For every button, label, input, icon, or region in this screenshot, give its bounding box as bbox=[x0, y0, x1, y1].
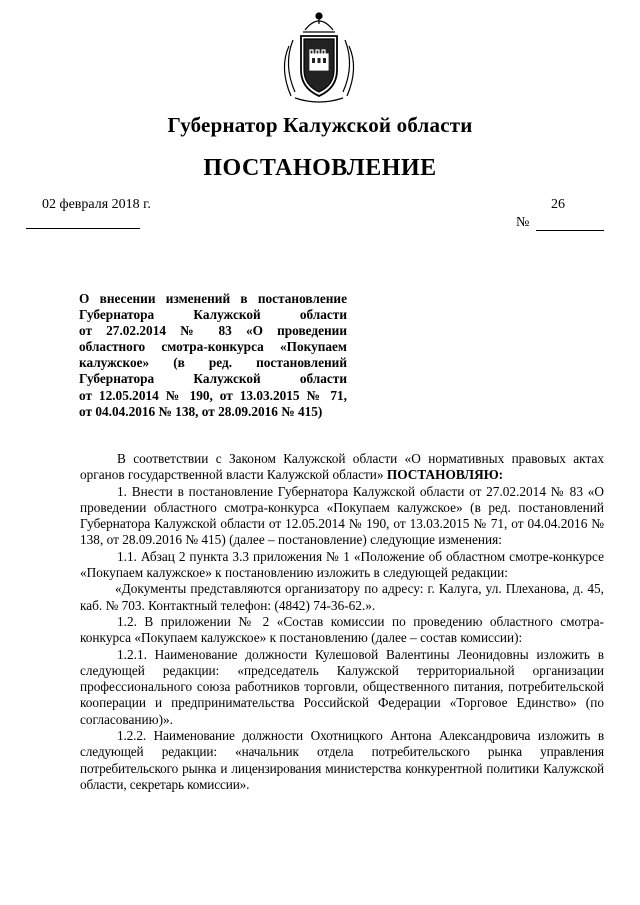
document-number: 26 bbox=[551, 197, 565, 212]
date-underline bbox=[26, 228, 140, 229]
document-date: 02 февраля 2018 г. bbox=[42, 197, 151, 212]
subject-line: О внесении изменений в постановление bbox=[79, 291, 347, 306]
preamble-paragraph bbox=[80, 451, 604, 484]
coat-of-arms-emblem bbox=[275, 10, 363, 106]
clause-1-2-2: 1.2.2. Наименование должности Охотницкого Антона Александровича изложить в следующей редакции: «начальник отдела потребительского рынка управления потребительского рынка и лицензирования министерства конкурентной политики Калужской области, секретарь комиссии». bbox=[80, 728, 604, 792]
subject-line: от 12.05.2014 № 190, от 13.03.2015 № 71, bbox=[79, 387, 347, 403]
subject-line: Губернатора Калужской области bbox=[79, 307, 347, 323]
clause-1-1: 1.1. Абзац 2 пункта 3.3 приложения № 1 «Положение об областном смотре-конкурсе «Покупаем калужское» к постановлению изложить в следующей редакции: bbox=[80, 548, 604, 581]
number-sign: № bbox=[516, 215, 530, 230]
subject-line: областного смотра-конкурса «Покупаем bbox=[79, 339, 347, 355]
document-type-heading: ПОСТАНОВЛЕНИЕ bbox=[203, 155, 437, 181]
subject-line: от 27.02.2014 № 83 «О проведении bbox=[79, 323, 347, 339]
resolution-word: ПОСТАНОВЛЯЮ: bbox=[386, 467, 504, 483]
clause-1-2-1: 1.2.1. Наименование должности Кулешовой Валентины Леонидовны изложить в следующей редакции: «председатель Калужской территориальной организации профессионального союза работников торговли, общественного питания, потребительской кооперации и предпринимательства Российской Федерации «Торговое Единство» (по согласованию)». bbox=[80, 646, 604, 727]
document-subject bbox=[79, 291, 347, 420]
authority-title: Губернатор Калужской области bbox=[167, 113, 473, 137]
clause-1-1-quote: «Документы представляются организатору по адресу: г. Калуга, ул. Плеханова, д. 45, каб. № 703. Контактный телефон: (4842) 74-36-62.». bbox=[80, 581, 604, 613]
preamble-text: В соответствии с Законом Калужской области «О нормативных правовых актах органов государственной власти Калужской области» bbox=[80, 451, 604, 483]
clause-1-2: 1.2. В приложении № 2 «Состав комиссии по проведению областного смотра-конкурса «Покупаем калужское» к постановлению (далее – состав комиссии): bbox=[80, 613, 604, 646]
subject-line: Губернатора Калужской области bbox=[79, 371, 347, 387]
clause-1: 1. Внести в постановление Губернатора Калужской области от 27.02.2014 № 83 «О проведении областного смотра-конкурса «Покупаем калужское» (в ред. постановлений Губернатора Калужской области от 12.05.2014 № 190, от 13.03.2015 № 71, от 04.04.2016 № 138, от 28.09.2016 № 415) (далее – постановление) следующие изменения: bbox=[80, 483, 604, 548]
subject-line: от 04.04.2016 № 138, от 28.09.2016 № 415) bbox=[79, 403, 323, 419]
subject-line: калужское» (в ред. постановлений bbox=[79, 355, 347, 371]
document-body bbox=[80, 451, 604, 793]
number-underline bbox=[536, 230, 604, 231]
